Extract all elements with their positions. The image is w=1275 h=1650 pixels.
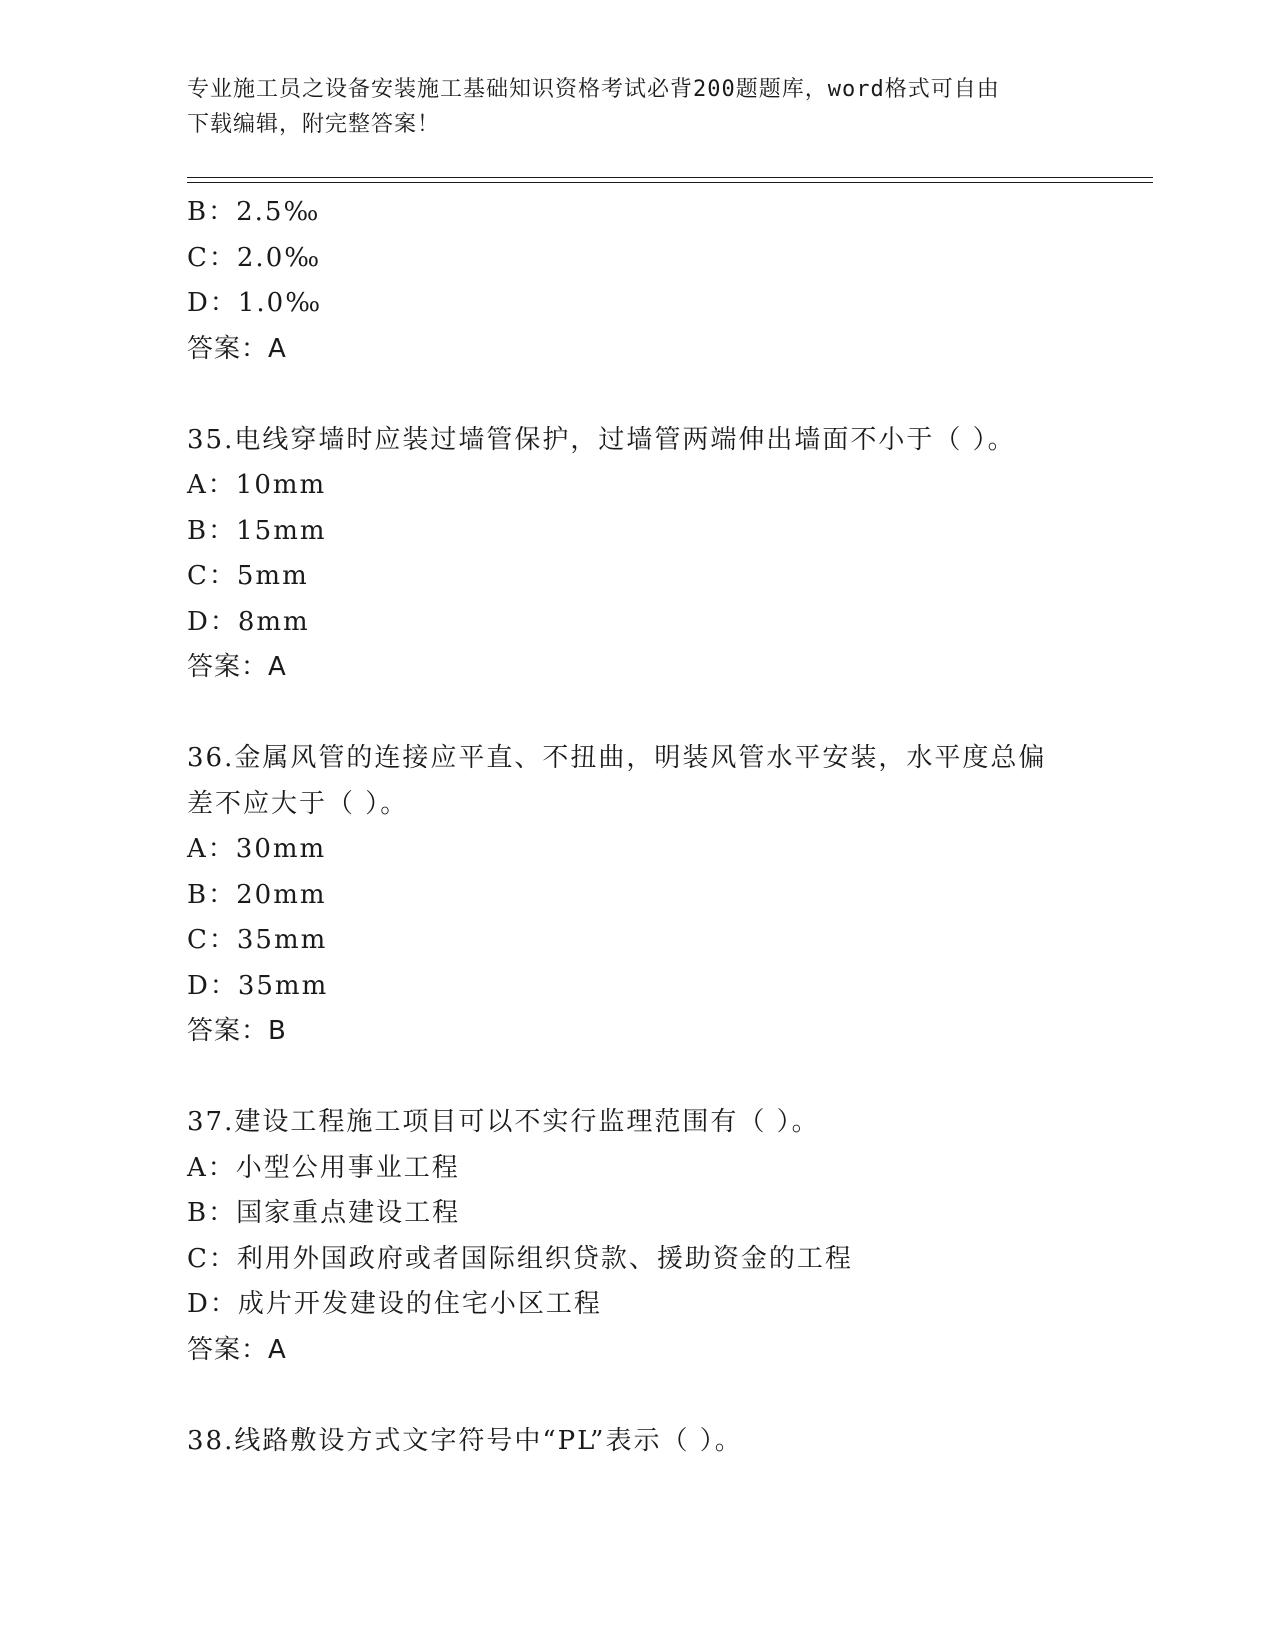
option-b: B：国家重点建设工程: [187, 1198, 461, 1228]
answer-line: 答案：A: [187, 333, 287, 364]
option-d: D：成片开发建设的住宅小区工程: [187, 1289, 602, 1319]
question-34-continuation: [187, 190, 1087, 372]
spacer: [187, 372, 1087, 418]
question-stem: 38.线路敷设方式文字符号中“PL”表示（ ）。: [187, 1425, 743, 1456]
spacer: [187, 1055, 1087, 1101]
option-d: D：1.0‰: [187, 288, 323, 318]
question-stem: 37.建设工程施工项目可以不实行监理范围有（ ）。: [187, 1107, 820, 1137]
document-header: [187, 72, 1067, 142]
question-38: [187, 1419, 1087, 1465]
option-c: C：35mm: [187, 925, 328, 955]
option-b: B：2.5‰: [187, 197, 321, 227]
option-c: C：利用外国政府或者国际组织贷款、援助资金的工程: [187, 1243, 853, 1274]
question-36: [187, 736, 1087, 1055]
question-35: [187, 418, 1087, 691]
option-a: A：10mm: [187, 470, 327, 500]
option-c: C：5mm: [187, 561, 309, 591]
header-divider-bottom: [187, 182, 1153, 183]
option-b: B：15mm: [187, 515, 327, 546]
option-d: D：35mm: [187, 970, 329, 1001]
answer-line: 答案：A: [187, 1334, 287, 1365]
option-a: A：小型公用事业工程: [187, 1152, 460, 1183]
question-stem-line-1: 36.金属风管的连接应平直、不扭曲，明装风管水平安装，水平度总偏: [187, 743, 1047, 773]
header-line-1: 专业施工员之设备安装施工基础知识资格考试必背200题题库，word格式可自由: [187, 77, 1000, 102]
answer-line: 答案：A: [187, 652, 287, 682]
question-stem-line-2: 差不应大于（ ）。: [187, 788, 409, 819]
option-d: D：8mm: [187, 606, 310, 637]
question-stem: 35.电线穿墙时应装过墙管保护，过墙管两端伸出墙面不小于（ ）。: [187, 424, 1016, 455]
option-a: A：30mm: [187, 834, 327, 864]
option-b: B：20mm: [187, 879, 327, 910]
question-list: [187, 190, 1087, 1464]
answer-line: 答案：B: [187, 1016, 287, 1046]
header-line-2: 下载编辑，附完整答案！: [187, 112, 441, 137]
header-divider-top: [187, 177, 1153, 178]
spacer: [187, 691, 1087, 737]
option-c: C：2.0‰: [187, 242, 322, 273]
spacer: [187, 1373, 1087, 1419]
question-37: [187, 1100, 1087, 1373]
